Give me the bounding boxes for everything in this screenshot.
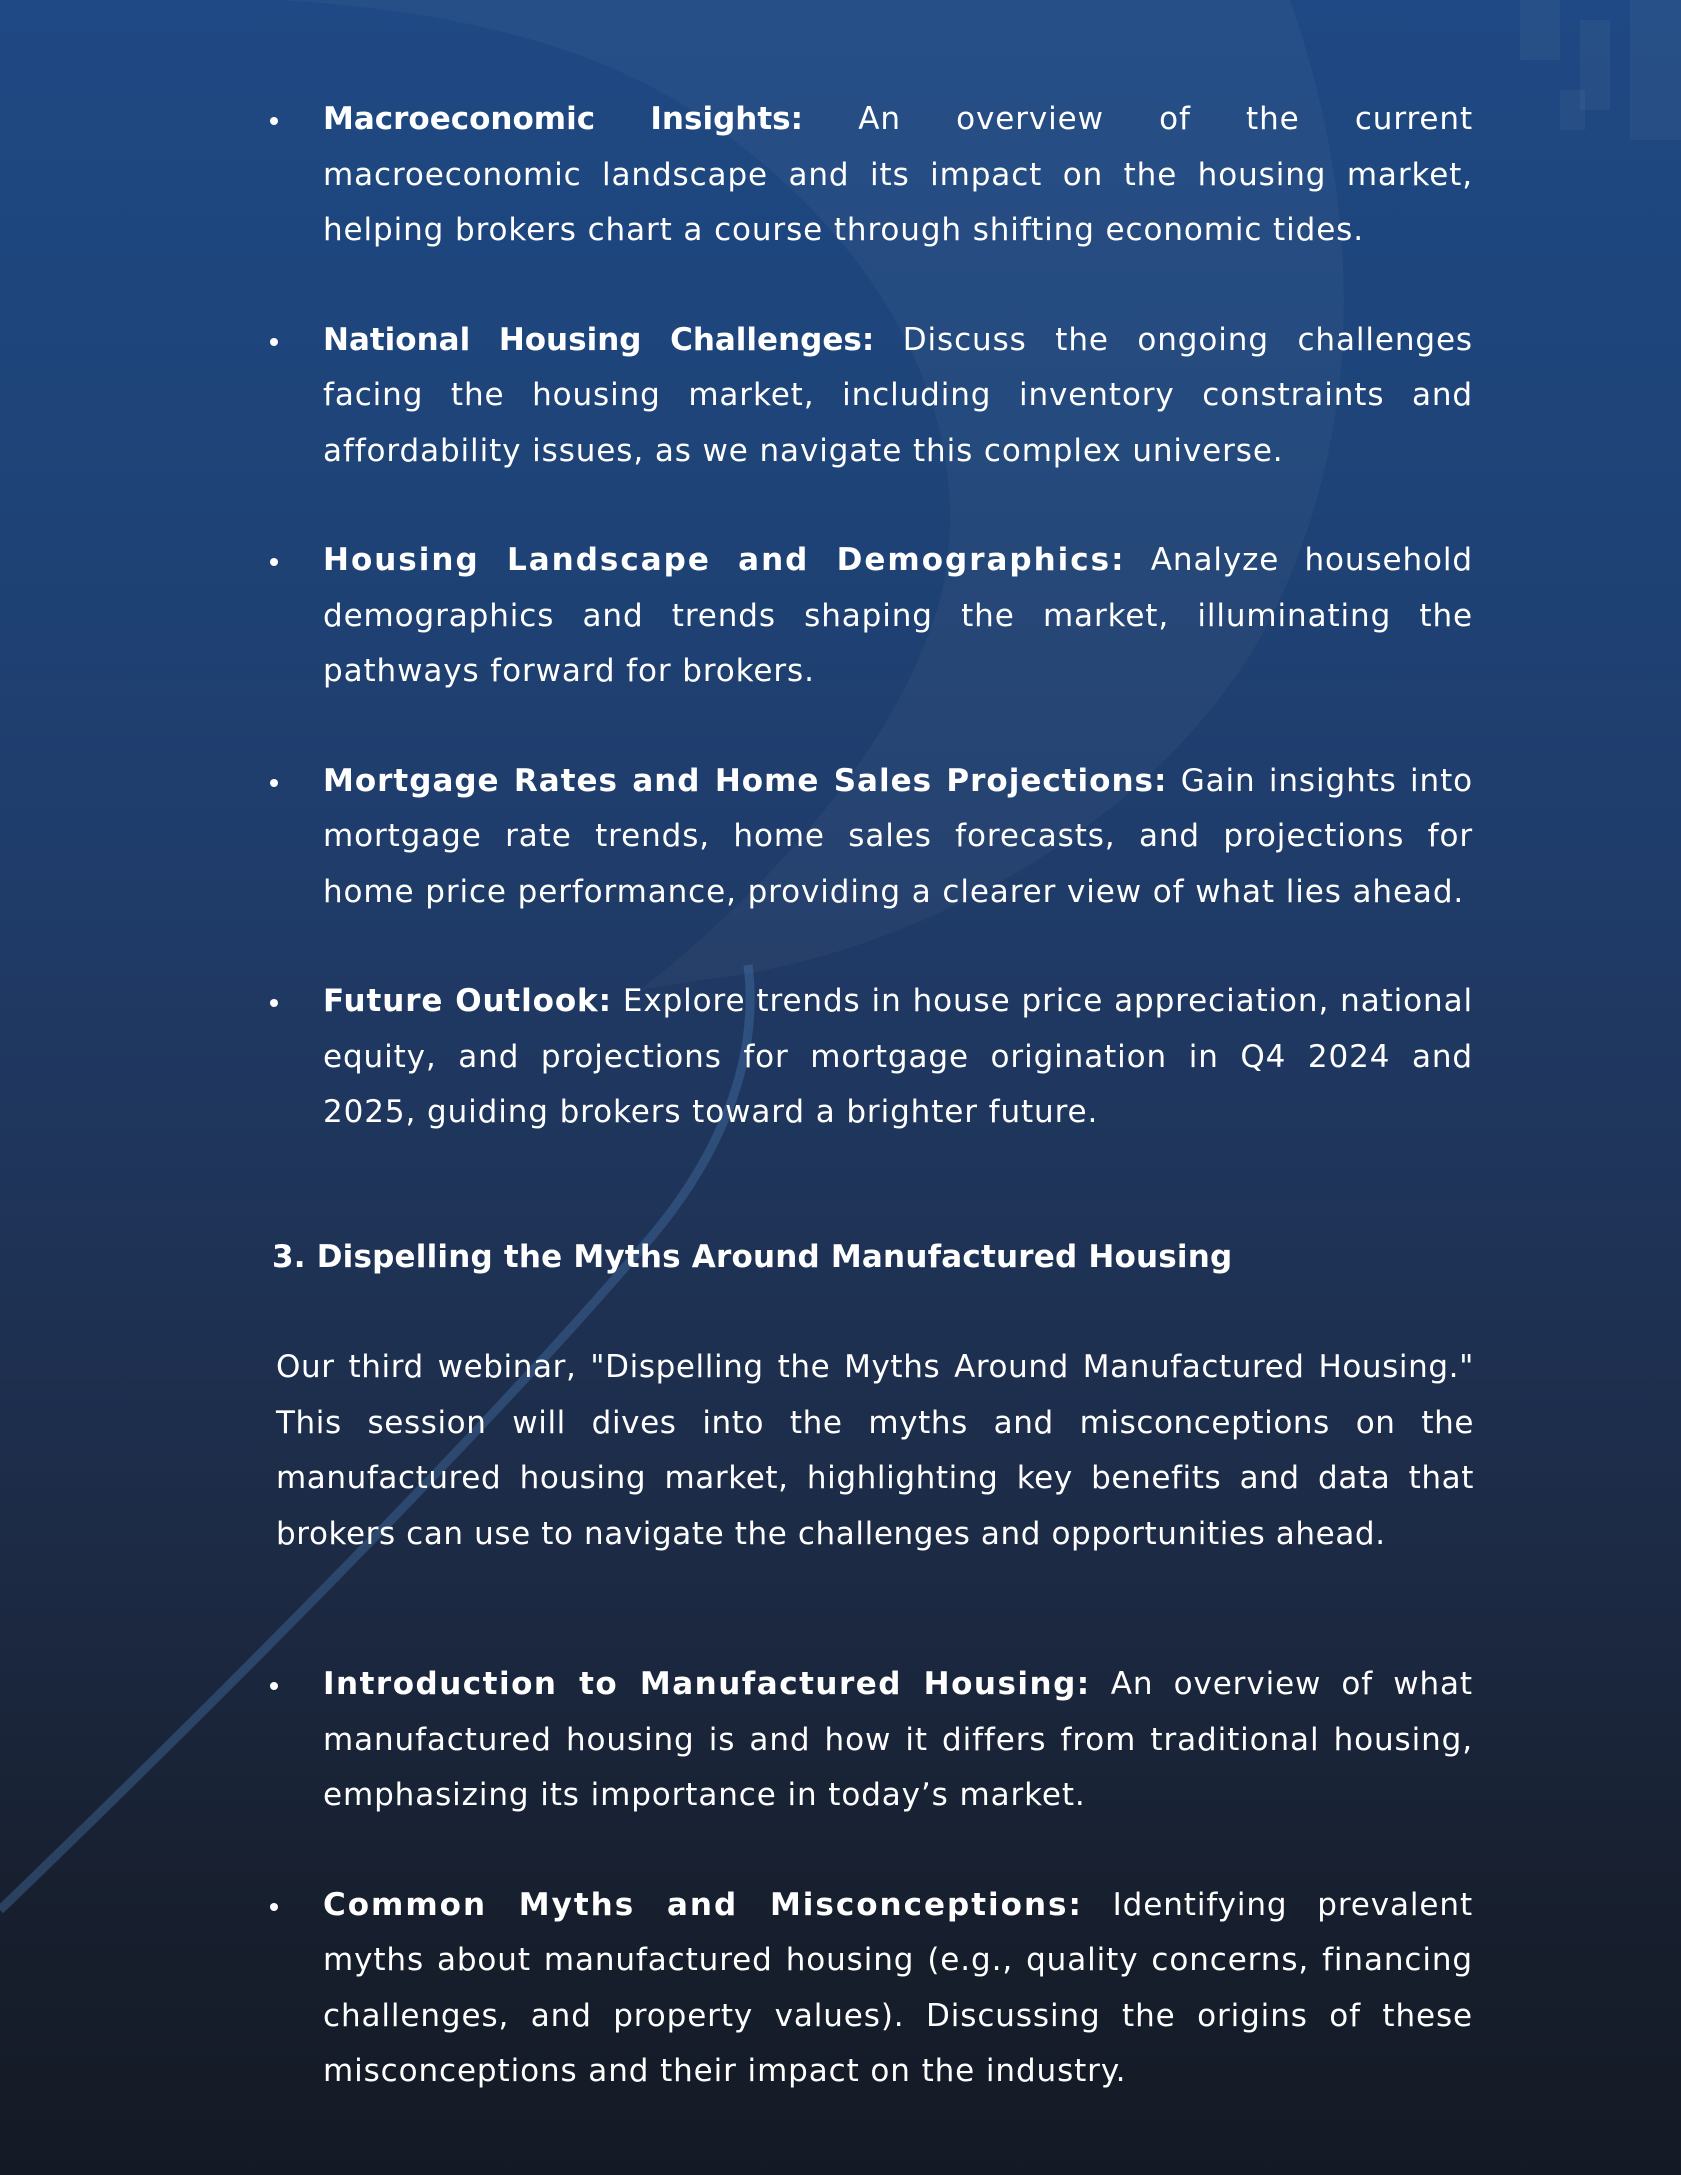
bullet-icon [270,1682,278,1690]
manufactured-housing-topics-list [270,1657,1473,2100]
list-item-title: Common Myths and Misconceptions: [323,1886,1083,1923]
list-item [270,92,1473,259]
list-item-text: Analyze household demographics and trends shaping the market, illuminating the pathways forward for brokers. [323,542,1473,689]
list-item-text: An overview of what manufactured housing is and how it differs from traditional housing, emphasizing its importance in today’s market. [323,1666,1473,1813]
list-item-text: Discuss the ongoing challenges facing the housing market, including inventory constraints and affordability issues, as we navigate this complex universe. [323,321,1473,469]
list-item-title: Housing Landscape and Demographics: [323,542,1126,578]
list-item [270,313,1473,480]
list-item-title: Future Outlook: [323,983,612,1019]
list-item [270,533,1473,700]
bullet-icon [270,779,278,787]
section-heading: 3. Dispelling the Myths Around Manufactured Housing [272,1239,1233,1275]
list-item-text: An overview of the current macroeconomic landscape and its impact on the housing market, helping brokers chart a course through shifting economic tides. [323,101,1473,248]
bullet-icon [270,1903,278,1911]
list-item-title: National Housing Challenges: [323,321,875,358]
bullet-icon [270,558,278,566]
list-item [270,1878,1473,2100]
list-item-title: Macroeconomic Insights: [323,101,803,137]
bullet-icon [270,999,278,1007]
bullet-icon [270,338,278,346]
list-item-title: Mortgage Rates and Home Sales Projections: [323,762,1168,799]
list-item-text: Explore trends in house price appreciation, national equity, and projections for mortgage origination in Q4 2024 and 2025, guiding brokers toward a brighter future. [323,983,1474,1130]
bullet-icon [270,117,278,125]
list-item-title: Introduction to Manufactured Housing: [323,1666,1091,1702]
list-item-text: Gain insights into mortgage rate trends, home sales forecasts, and projections for home price performance, providing a clearer view of what lies ahead. [323,762,1473,910]
list-item-text: Identifying prevalent myths about manufactured housing (e.g., quality concerns, financing challenges, and property values). Discussing the origins of these misconceptions and their impact on the industry. [323,1886,1473,2089]
list-item [270,974,1473,1141]
list-item [270,1657,1473,1824]
section-paragraph: Our third webinar, "Dispelling the Myths Around Manufactured Housing." This session will dives into the myths and misconceptions on the manufactured housing market, highlighting key benefits and data that brokers can use to navigate the challenges and opportunities ahead. [276,1349,1474,1552]
webinar-topics-list [270,92,1473,1141]
list-item [270,754,1473,921]
